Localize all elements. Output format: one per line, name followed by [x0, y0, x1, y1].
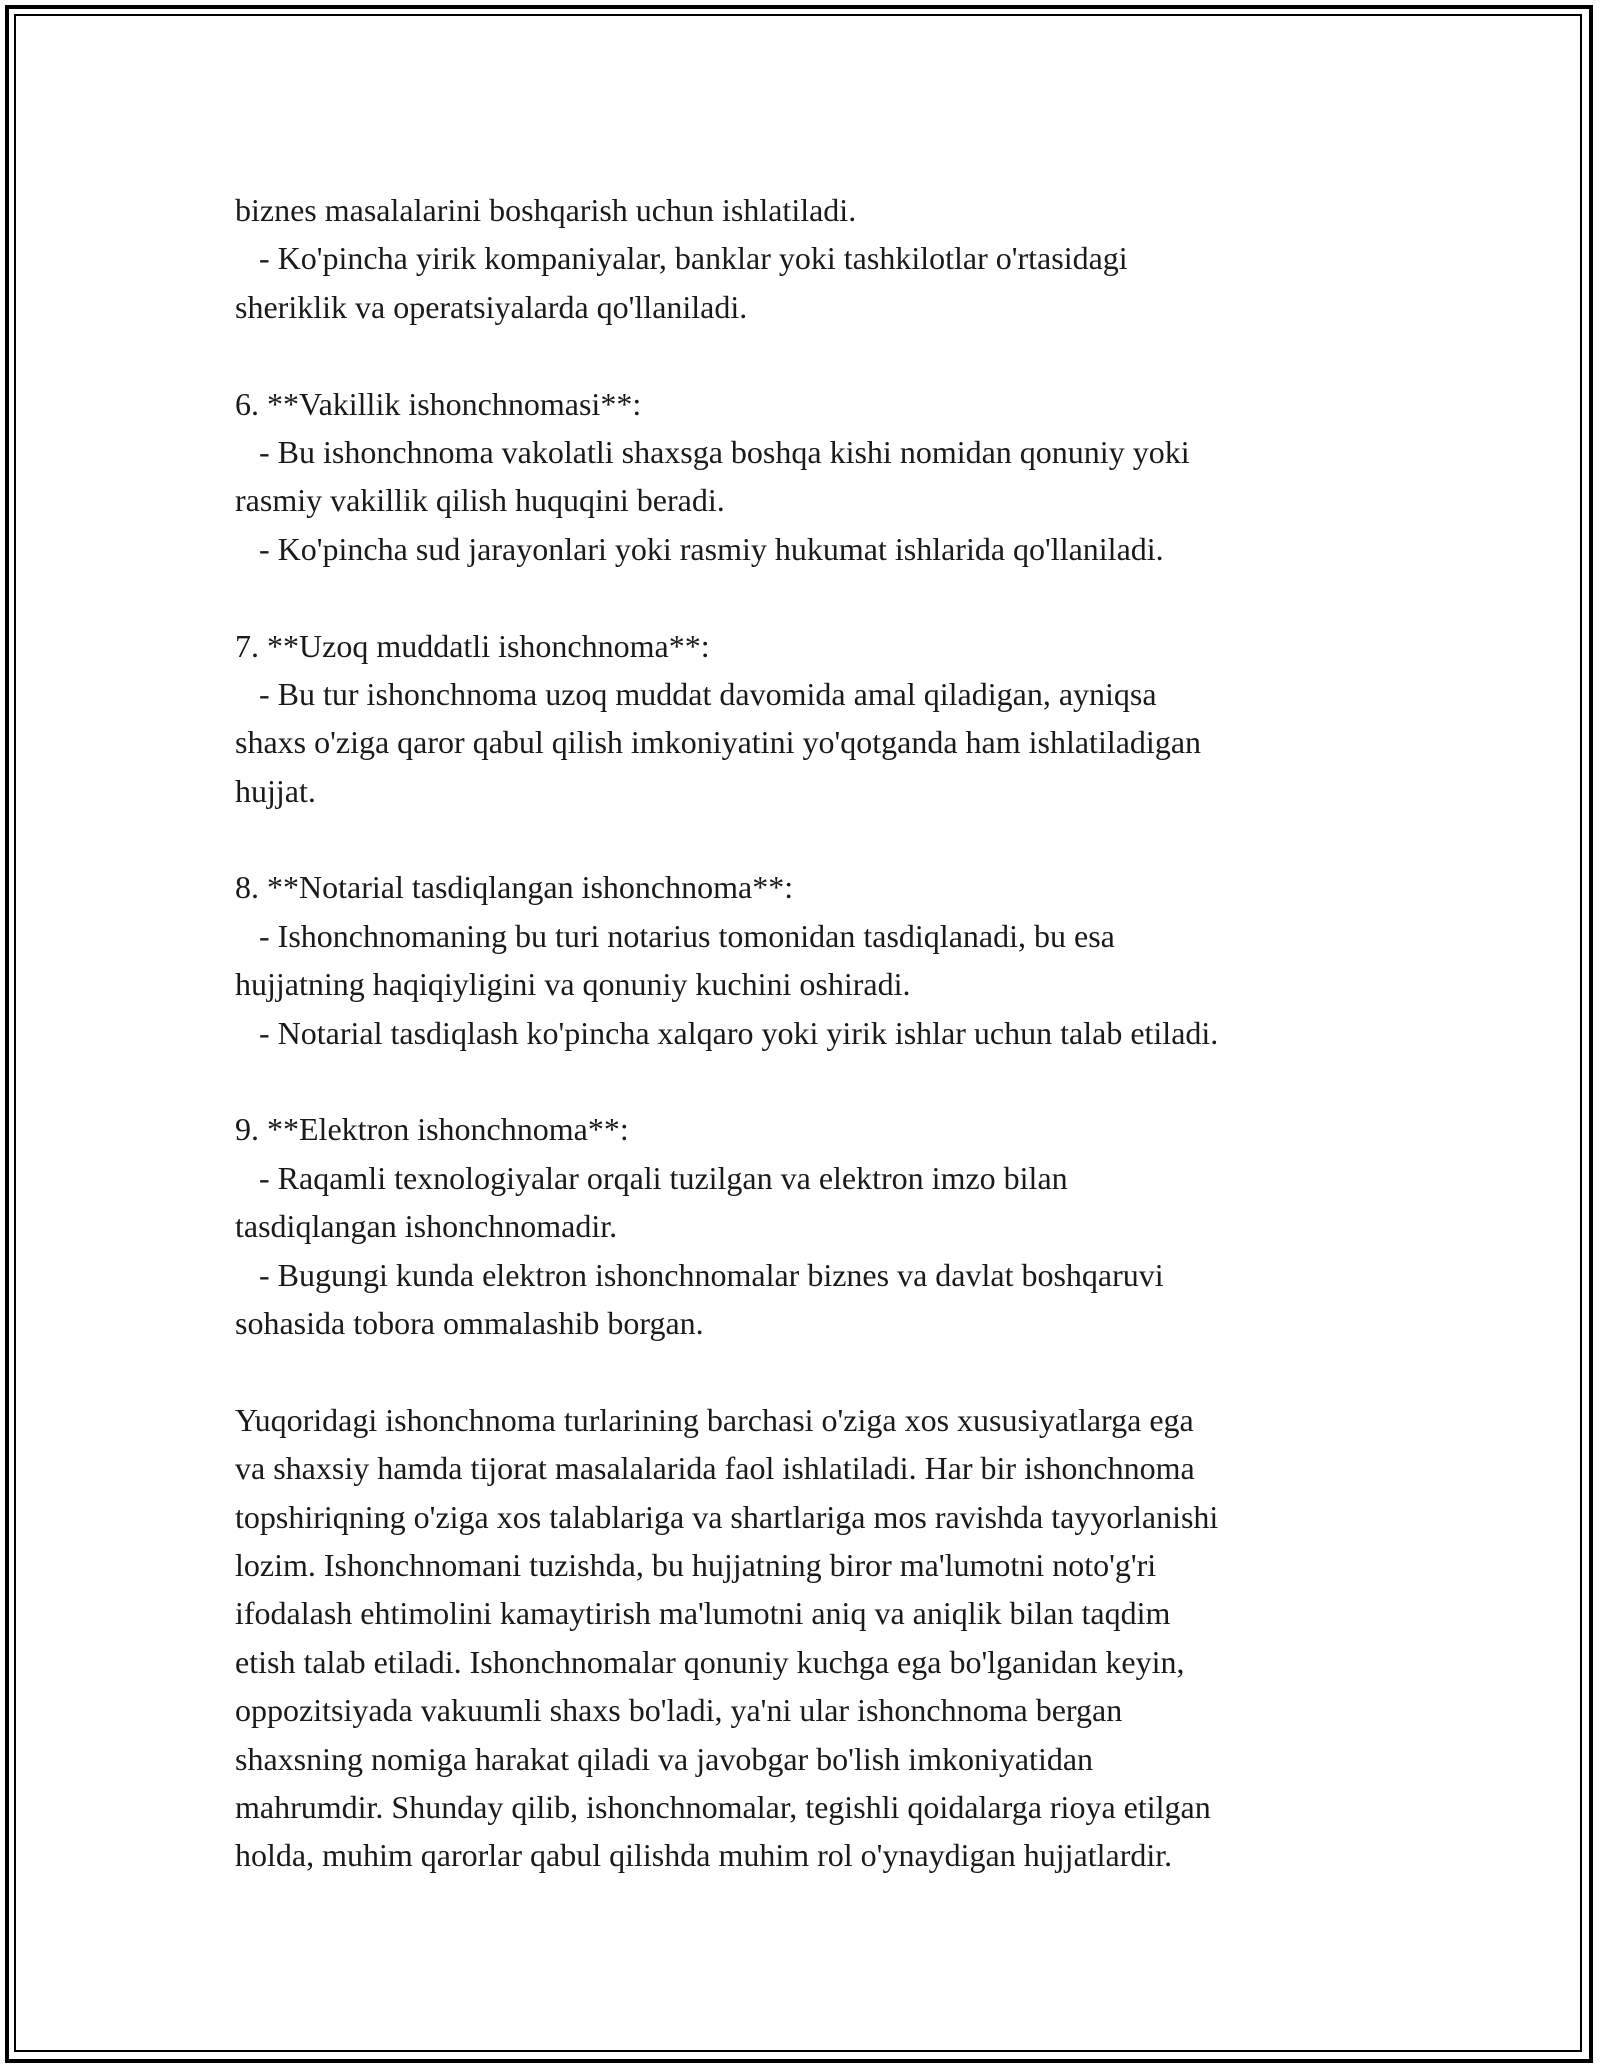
blank-line [235, 815, 1385, 863]
text-line: Yuqoridagi ishonchnoma turlarining barchasi o'ziga xos xususiyatlarga ega [235, 1401, 1194, 1438]
blank-line [235, 573, 1385, 621]
document-body [235, 186, 1385, 1880]
text-line: holda, muhim qarorlar qabul qilishda muhim rol o'ynaydigan hujjatlardir. [235, 1837, 1173, 1874]
text-line: - Ishonchnomaning bu turi notarius tomonidan tasdiqlanadi, bu esa [235, 917, 1115, 954]
text-line: sheriklik va operatsiyalarda qo'llaniladi. [235, 288, 748, 325]
text-line: 7. **Uzoq muddatli ishonchnoma**: [235, 627, 710, 664]
text-line: shaxsning nomiga harakat qiladi va javobgar bo'lish imkoniyatidan [235, 1740, 1094, 1777]
text-line: topshiriqning o'ziga xos talablariga va shartlariga mos ravishda tayyorlanishi [235, 1498, 1219, 1535]
text-line: - Bu tur ishonchnoma uzoq muddat davomida amal qiladigan, ayniqsa [235, 675, 1157, 712]
text-line: hujjat. [235, 772, 316, 809]
text-line: sohasida tobora ommalashib borgan. [235, 1304, 704, 1341]
text-line: mahrumdir. Shunday qilib, ishonchnomalar, tegishli qoidalarga rioya etilgan [235, 1788, 1211, 1825]
text-line: va shaxsiy hamda tijorat masalalarida faol ishlatiladi. Har bir ishonchnoma [235, 1450, 1195, 1487]
text-line: ifodalash ehtimolini kamaytirish ma'lumotni aniq va aniqlik bilan taqdim [235, 1595, 1171, 1632]
text-line: 6. **Vakillik ishonchnomasi**: [235, 385, 642, 422]
text-line: - Raqamli texnologiyalar orqali tuzilgan va elektron imzo bilan [235, 1159, 1068, 1196]
text-line: shaxs o'ziga qaror qabul qilish imkoniyatini yo'qotganda ham ishlatiladigan [235, 724, 1202, 761]
text-line: - Ko'pincha yirik kompaniyalar, banklar yoki tashkilotlar o'rtasidagi [235, 240, 1128, 277]
text-line: - Bugungi kunda elektron ishonchnomalar biznes va davlat boshqaruvi [235, 1256, 1164, 1293]
text-line: biznes masalalarini boshqarish uchun ishlatiladi. [235, 192, 857, 228]
text-line: oppozitsiyada vakuumli shaxs bo'ladi, ya'ni ular ishonchnoma bergan [235, 1692, 1123, 1729]
text-line: - Bu ishonchnoma vakolatli shaxsga boshqa kishi nomidan qonuniy yoki [235, 433, 1190, 470]
blank-line [235, 1347, 1385, 1395]
text-line: 8. **Notarial tasdiqlangan ishonchnoma**: [235, 869, 794, 906]
text-line: - Ko'pincha sud jarayonlari yoki rasmiy hukumat ishlarida qo'llaniladi. [235, 530, 1164, 567]
text-line: tasdiqlangan ishonchnomadir. [235, 1208, 618, 1245]
text-line: hujjatning haqiqiyligini va qonuniy kuchini oshiradi. [235, 966, 911, 1003]
text-line: rasmiy vakillik qilish huquqini beradi. [235, 482, 725, 519]
text-line: 9. **Elektron ishonchnoma**: [235, 1111, 629, 1148]
text-line: etish talab etiladi. Ishonchnomalar qonuniy kuchga ega bo'lganidan keyin, [235, 1643, 1185, 1680]
text-line: lozim. Ishonchnomani tuzishda, bu hujjatning biror ma'lumotni noto'g'ri [235, 1546, 1157, 1583]
text-line: - Notarial tasdiqlash ko'pincha xalqaro yoki yirik ishlar uchun talab etiladi. [235, 1014, 1219, 1051]
blank-line [235, 1057, 1385, 1105]
blank-line [235, 331, 1385, 379]
